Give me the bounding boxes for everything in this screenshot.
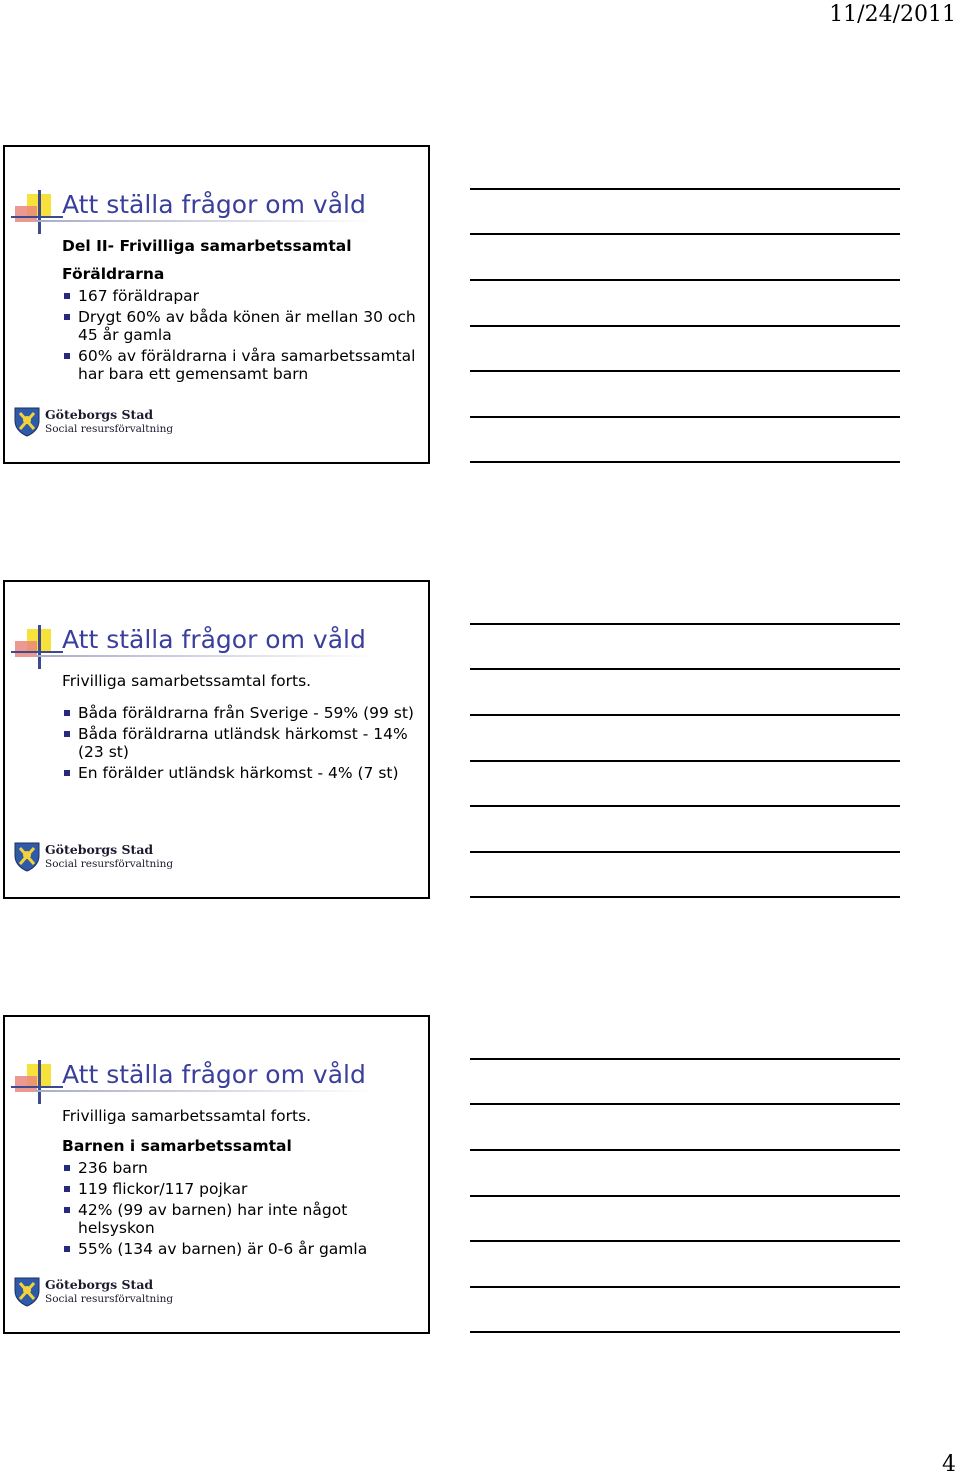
bullet-item: 55% (134 av barnen) är 0-6 år gamla — [62, 1240, 422, 1258]
bullet-item: Drygt 60% av båda könen är mellan 30 och 45 år gamla — [62, 308, 422, 344]
bullet-item: 167 föräldrapar — [62, 287, 422, 305]
logo-subtitle: Social resursförvaltning — [45, 423, 174, 435]
page-number: 4 — [942, 1452, 956, 1477]
slide-title: Att ställa frågor om våld — [62, 1060, 366, 1089]
logo-name: Göteborgs Stad — [45, 1277, 154, 1292]
notes-line — [470, 1149, 900, 1151]
notes-line — [470, 896, 900, 898]
notes-line — [470, 1103, 900, 1105]
slide-subheading: Frivilliga samarbetssamtal forts. — [62, 1107, 312, 1125]
title-underline — [35, 655, 375, 657]
bullet-list — [62, 287, 422, 383]
notes-line — [470, 714, 900, 716]
notes-line — [470, 1331, 900, 1333]
city-logo — [12, 840, 174, 874]
bullet-square-icon — [64, 353, 70, 359]
bullet-square-icon — [64, 710, 70, 716]
notes-line — [470, 668, 900, 670]
slide-subheading: Frivilliga samarbetssamtal forts. — [62, 672, 312, 690]
bullet-item: 236 barn — [62, 1159, 422, 1177]
slide-title: Att ställa frågor om våld — [62, 625, 366, 654]
notes-line — [470, 416, 900, 418]
logo-subtitle: Social resursförvaltning — [45, 1293, 174, 1305]
bullet-square-icon — [64, 1246, 70, 1252]
bullet-square-icon — [64, 731, 70, 737]
page-date: 11/24/2011 — [829, 2, 956, 27]
slide-2 — [3, 580, 430, 899]
city-logo — [12, 1275, 174, 1309]
city-logo — [12, 405, 174, 439]
logo-subtitle: Social resursförvaltning — [45, 858, 174, 870]
city-crest-icon — [12, 1275, 42, 1307]
title-decoration-icon — [11, 625, 63, 669]
city-crest-icon — [12, 405, 42, 437]
bullet-list — [62, 704, 422, 782]
notes-line — [470, 760, 900, 762]
logo-name: Göteborgs Stad — [45, 407, 154, 422]
bullet-heading: Föräldrarna — [62, 265, 165, 283]
title-decoration-icon — [11, 1060, 63, 1104]
bullet-square-icon — [64, 1165, 70, 1171]
bullet-item: Båda föräldrarna från Sverige - 59% (99 st) — [62, 704, 422, 722]
notes-line — [470, 325, 900, 327]
bullet-item: 119 flickor/117 pojkar — [62, 1180, 422, 1198]
notes-line — [470, 1058, 900, 1060]
notes-line — [470, 1195, 900, 1197]
bullet-item: Båda föräldrarna utländsk härkomst - 14% (23 st) — [62, 725, 422, 761]
bullet-item: 60% av föräldrarna i våra samarbetssamtal har bara ett gemensamt barn — [62, 347, 422, 383]
slide-subheading: Del II- Frivilliga samarbetssamtal — [62, 237, 352, 255]
slide-3 — [3, 1015, 430, 1334]
bullet-square-icon — [64, 314, 70, 320]
slide-body — [62, 237, 422, 386]
title-underline — [35, 1090, 375, 1092]
logo-name: Göteborgs Stad — [45, 842, 154, 857]
slide-title: Att ställa frågor om våld — [62, 190, 366, 219]
notes-line — [470, 805, 900, 807]
bullet-heading: Barnen i samarbetssamtal — [62, 1137, 292, 1155]
slide-body — [62, 672, 422, 785]
notes-line — [470, 1286, 900, 1288]
bullet-square-icon — [64, 293, 70, 299]
bullet-item: 42% (99 av barnen) har inte något helsyskon — [62, 1201, 422, 1237]
bullet-square-icon — [64, 770, 70, 776]
bullet-list — [62, 1159, 422, 1258]
bullet-item: En förälder utländsk härkomst - 4% (7 st) — [62, 764, 422, 782]
title-underline — [35, 220, 375, 222]
bullet-square-icon — [64, 1207, 70, 1213]
notes-line — [470, 1240, 900, 1242]
slide-1 — [3, 145, 430, 464]
title-decoration-icon — [11, 190, 63, 234]
notes-line — [470, 623, 900, 625]
notes-line — [470, 370, 900, 372]
slide-body — [62, 1107, 422, 1261]
notes-line — [470, 188, 900, 190]
notes-line — [470, 461, 900, 463]
notes-line — [470, 233, 900, 235]
notes-line — [470, 279, 900, 281]
notes-line — [470, 851, 900, 853]
city-crest-icon — [12, 840, 42, 872]
bullet-square-icon — [64, 1186, 70, 1192]
